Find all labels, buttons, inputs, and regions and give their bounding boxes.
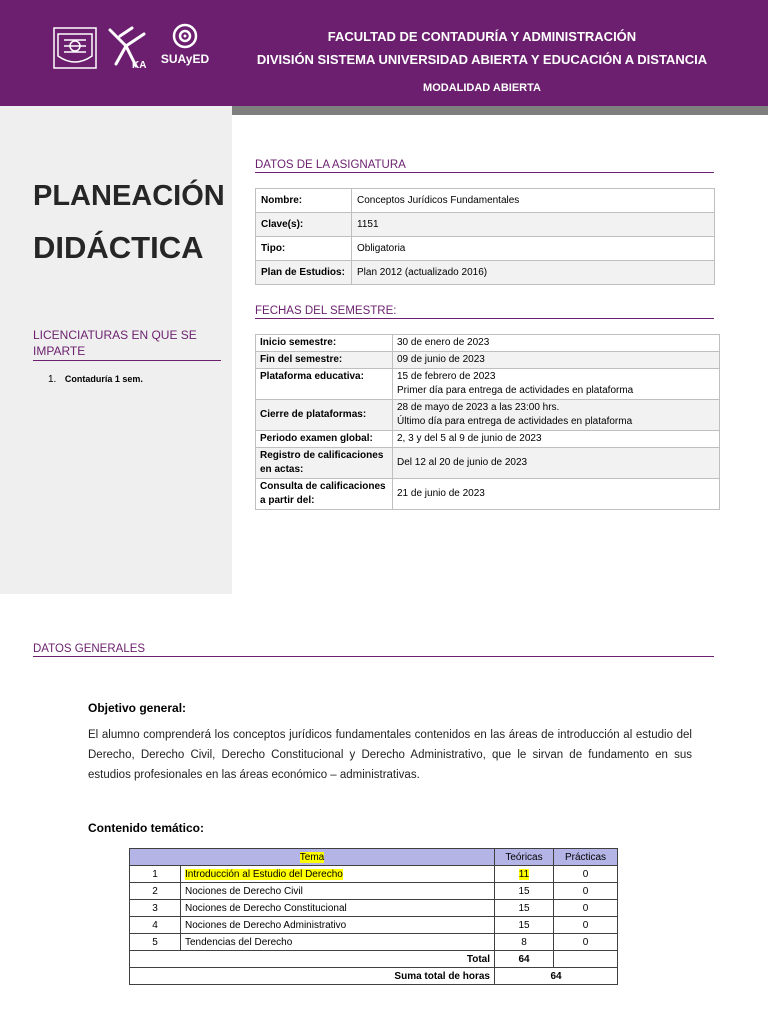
table-value: Obligatoria [352, 237, 715, 261]
contenido-label: Contenido temático: [88, 821, 204, 835]
table-header-row [130, 849, 618, 866]
licenciaturas-heading: LICENCIATURAS EN QUE SE IMPARTE [33, 327, 221, 361]
header-modality: MODALIDAD ABIERTA [423, 82, 541, 94]
cell-practicas: 0 [554, 917, 618, 934]
table-value [393, 448, 720, 479]
table-row [256, 189, 715, 213]
table-key: Cierre de plataformas: [256, 400, 393, 431]
objetivo-label: Objetivo general: [88, 701, 187, 715]
licenciaturas-list [48, 374, 143, 385]
table-sum-row [130, 968, 618, 985]
table-key: Consulta de calificaciones a partir del: [256, 479, 393, 510]
cell-tema: Nociones de Derecho Administrativo [181, 917, 495, 934]
cell-num: 3 [130, 900, 181, 917]
table-key: Periodo examen global: [256, 431, 393, 448]
asignatura-table [255, 188, 715, 285]
cell-teoricas-label: 11 [518, 868, 530, 880]
cell-practicas: 0 [554, 866, 618, 883]
suayed-logo [154, 22, 216, 72]
table-key: Plataforma educativa: [256, 369, 393, 400]
list-item-label: Contaduría 1 sem. [64, 374, 143, 384]
unam-logo [52, 26, 98, 70]
table-row [130, 900, 618, 917]
list-item [48, 374, 143, 385]
header-faculty: FACULTAD DE CONTADURÍA Y ADMINISTRACIÓN [327, 29, 637, 44]
table-value [393, 335, 720, 352]
table-row [256, 213, 715, 237]
section-title-generales: DATOS GENERALES [33, 643, 714, 657]
header-division: DIVISIÓN SISTEMA UNIVERSIDAD ABIERTA Y EDUCACIÓN A DISTANCIA [256, 52, 708, 67]
section-title-fechas: FECHAS DEL SEMESTRE: [255, 305, 714, 319]
total-empty-cell [554, 951, 618, 968]
table-row [256, 352, 720, 369]
page-header [0, 0, 768, 106]
table-key: Inicio semestre: [256, 335, 393, 352]
fca-logo [106, 24, 150, 72]
table-value [393, 352, 720, 369]
cell-teoricas [495, 866, 554, 883]
cell-num: 1 [130, 866, 181, 883]
contenido-table [129, 848, 618, 985]
page-title-line1: PLANEACIÓN [33, 180, 225, 212]
table-value [393, 431, 720, 448]
table-value-line: Del 12 al 20 de junio de 2023 [397, 457, 528, 468]
table-row [130, 883, 618, 900]
table-value [393, 400, 720, 431]
header-tema [130, 849, 495, 866]
table-key: Registro de calificaciones en actas: [256, 448, 393, 479]
table-row [256, 448, 720, 479]
table-value-note: Primer día para entrega de actividades en plataforma [397, 385, 634, 396]
table-row [256, 400, 720, 431]
table-key: Tipo: [256, 237, 352, 261]
table-value: Conceptos Jurídicos Fundamentales [352, 189, 715, 213]
table-key: Nombre: [256, 189, 352, 213]
table-row [256, 237, 715, 261]
table-value: 1151 [352, 213, 715, 237]
cell-teoricas: 8 [495, 934, 554, 951]
cell-tema-label: Introducción al Estudio del Derecho [185, 868, 343, 880]
cell-num: 4 [130, 917, 181, 934]
cell-num: 5 [130, 934, 181, 951]
cell-practicas: 0 [554, 883, 618, 900]
table-value-line: 30 de enero de 2023 [397, 337, 490, 348]
table-key: Fin del semestre: [256, 352, 393, 369]
suayed-label: SUAyED [160, 52, 210, 66]
page-title-line2: DIDÁCTICA [33, 230, 204, 265]
cell-tema: Nociones de Derecho Constitucional [181, 900, 495, 917]
table-value: Plan 2012 (actualizado 2016) [352, 261, 715, 285]
cell-teoricas: 15 [495, 900, 554, 917]
cell-practicas: 0 [554, 934, 618, 951]
table-value-line: 15 de febrero de 2023 [397, 371, 496, 382]
table-row [256, 431, 720, 448]
table-row [256, 479, 720, 510]
list-item-number: 1. [48, 374, 57, 385]
cell-tema: Nociones de Derecho Civil [181, 883, 495, 900]
table-value [393, 479, 720, 510]
cell-num: 2 [130, 883, 181, 900]
table-value-line: 2, 3 y del 5 al 9 de junio de 2023 [397, 433, 542, 444]
section-title-asignatura: DATOS DE LA ASIGNATURA [255, 159, 714, 173]
table-row [256, 261, 715, 285]
cell-practicas: 0 [554, 900, 618, 917]
table-key: Clave(s): [256, 213, 352, 237]
cell-teoricas: 15 [495, 917, 554, 934]
cell-tema: Tendencias del Derecho [181, 934, 495, 951]
table-row [130, 934, 618, 951]
table-row [256, 369, 720, 400]
header-tema-label: Tema [299, 851, 325, 863]
table-key: Plan de Estudios: [256, 261, 352, 285]
table-value-line: 21 de junio de 2023 [397, 488, 485, 499]
table-row [256, 335, 720, 352]
total-label: Total [130, 951, 495, 968]
total-value: 64 [495, 951, 554, 968]
table-row [130, 866, 618, 883]
table-value-line: 09 de junio de 2023 [397, 354, 485, 365]
cell-tema [181, 866, 495, 883]
table-value-note: Último día para entrega de actividades en plataforma [397, 416, 633, 427]
suma-value: 64 [495, 968, 618, 985]
table-total-row [130, 951, 618, 968]
header-teoricas: Teóricas [495, 849, 554, 866]
suma-label: Suma total de horas [130, 968, 495, 985]
objetivo-text: El alumno comprenderá los conceptos jurídicos fundamentales contenidos en las áreas de introducción al estudio del Derecho, Derecho Civil, Derecho Constitucional y Derecho Administrativo, que le sirvan de fundamento en sus estudios profesionales en las áreas económico – administrativas. [88, 729, 692, 781]
header-stripe [232, 106, 768, 115]
table-row [130, 917, 618, 934]
table-value-line: 28 de mayo de 2023 a las 23:00 hrs. [397, 402, 560, 413]
cell-teoricas: 15 [495, 883, 554, 900]
header-practicas: Prácticas [554, 849, 618, 866]
svg-text:KA: KA [132, 60, 147, 71]
table-value [393, 369, 720, 400]
fechas-table [255, 334, 720, 510]
